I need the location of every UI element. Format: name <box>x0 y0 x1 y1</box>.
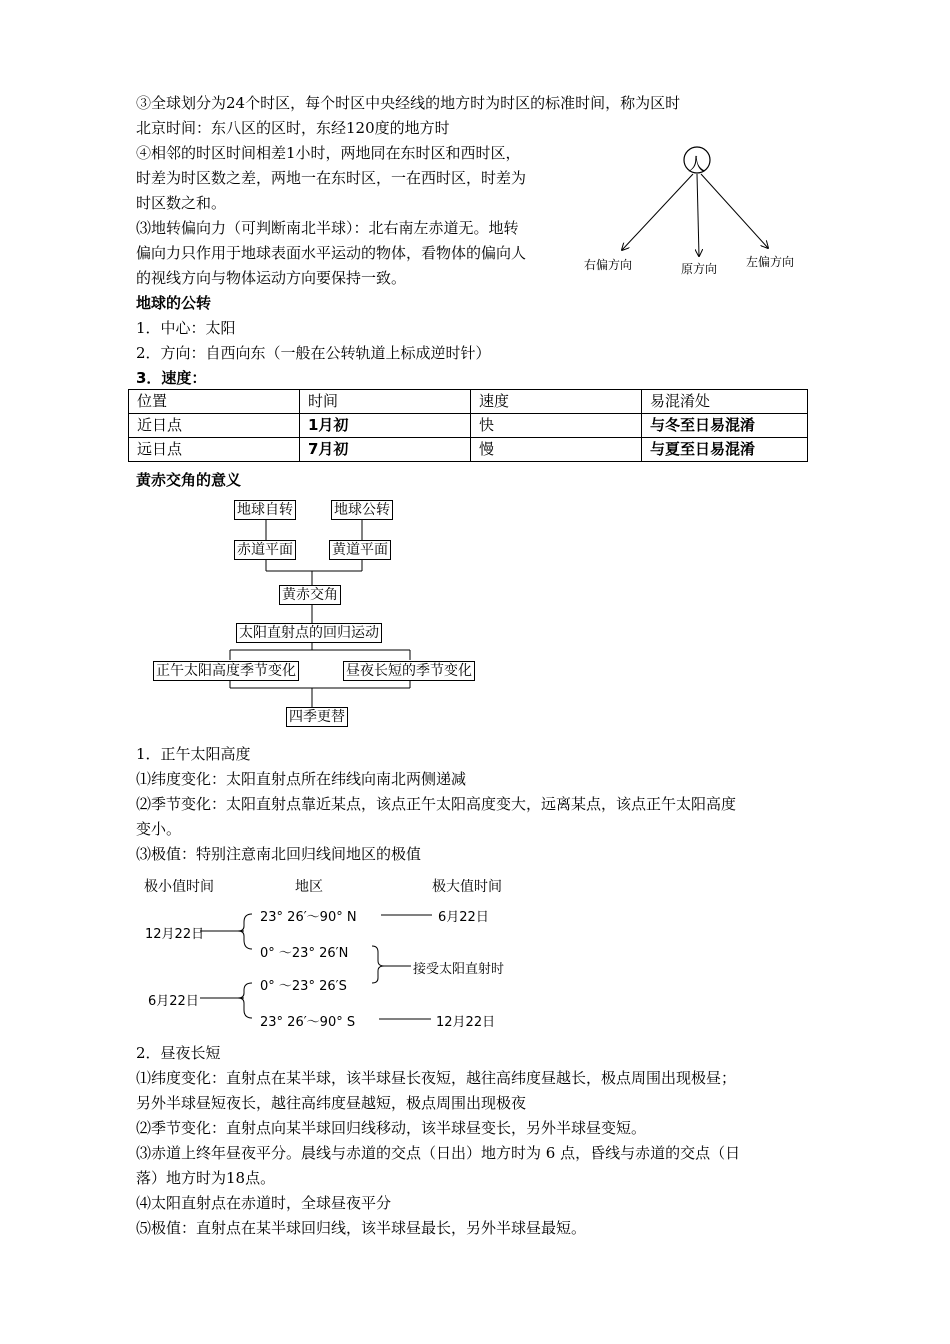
box-ecliptic-plane: 黄道平面 <box>329 540 391 560</box>
box-earth-revolution: 地球公转 <box>331 500 393 520</box>
table-header: 时间 <box>300 390 471 414</box>
table-cell: 远日点 <box>129 438 300 462</box>
table-header: 速度 <box>471 390 642 414</box>
range-2: 0° ～23° 26′N <box>260 946 349 961</box>
box-earth-rotation: 地球自转 <box>234 500 296 520</box>
revolution-speed: 3．速度： <box>136 369 207 387</box>
intro-line-5: 时区数之和。 <box>136 194 227 212</box>
day-night-p4: ⑷太阳直射点在赤道时，全球昼夜平分 <box>136 1194 392 1212</box>
table-cell: 与冬至日易混淆 <box>642 414 808 438</box>
table-cell: 7月初 <box>300 438 471 462</box>
day-night-title: 2．昼夜长短 <box>136 1044 221 1062</box>
intro-line-3: ④相邻的时区时间相差1小时，两地同在东时区和西时区， <box>136 144 521 162</box>
intro-line-8: 的视线方向与物体运动方向要保持一致。 <box>136 269 407 287</box>
date-dec-left: 12月22日 <box>145 927 205 942</box>
max-direct-sun: 接受太阳直射时 <box>413 962 505 977</box>
header-min-time: 极小值时间 <box>144 879 214 895</box>
day-night-p2: ⑵季节变化：直射点向某半球回归线移动，该半球昼变长，另外半球昼变短。 <box>136 1119 647 1137</box>
table-cell: 1月初 <box>300 414 471 438</box>
table-header: 易混淆处 <box>642 390 808 414</box>
day-night-p3b: 落）地方时为18点。 <box>136 1169 276 1187</box>
box-subsolar-migration: 太阳直射点的回归运动 <box>236 623 382 643</box>
revolution-center: 1．中心：太阳 <box>136 319 236 337</box>
day-night-p3a: ⑶赤道上终年昼夜平分。晨线与赤道的交点（日出）地方时为 6 点，昏线与赤道的交点（日 <box>136 1144 741 1162</box>
noon-sun-title: 1．正午太阳高度 <box>136 745 251 763</box>
box-seasons: 四季更替 <box>286 707 348 727</box>
right-deflection-label: 右偏方向 <box>584 258 633 272</box>
max-date-1: 6月22日 <box>438 910 489 925</box>
table-cell: 慢 <box>471 438 642 462</box>
original-direction-label: 原方向 <box>681 262 718 276</box>
intro-line-7: 偏向力只作用于地球表面水平运动的物体，看物体的偏向人 <box>136 244 527 262</box>
noon-sun-p2a: ⑵季节变化：太阳直射点靠近某点，该点正午太阳高度变大，远离某点，该点正午太阳高度 <box>136 795 737 813</box>
range-3: 0° ～23° 26′S <box>260 979 347 994</box>
revolution-heading: 地球的公转 <box>136 294 212 312</box>
table-cell: 近日点 <box>129 414 300 438</box>
intro-line-1: ③全球划分为24个时区，每个时区中央经线的地方时为时区的标准时间，称为区时 <box>136 94 681 112</box>
box-equator-plane: 赤道平面 <box>234 540 296 560</box>
box-obliquity: 黄赤交角 <box>279 585 341 605</box>
table-header: 位置 <box>129 390 300 414</box>
range-1: 23° 26′～90° N <box>260 910 357 925</box>
box-noon-sun-height: 正午太阳高度季节变化 <box>153 661 299 681</box>
table-cell: 快 <box>471 414 642 438</box>
obliquity-heading: 黄赤交角的意义 <box>136 471 242 489</box>
noon-sun-p1: ⑴纬度变化：太阳直射点所在纬线向南北两侧递减 <box>136 770 467 788</box>
date-jun-left: 6月22日 <box>148 994 199 1009</box>
revolution-direction: 2．方向：自西向东（一般在公转轨道上标成逆时针） <box>136 344 491 362</box>
noon-sun-p3: ⑶极值：特别注意南北回归线间地区的极值 <box>136 845 422 863</box>
intro-line-4: 时差为时区数之差，两地一在东时区，一在西时区，时差为 <box>136 169 527 187</box>
day-night-p1a: ⑴纬度变化：直射点在某半球，该半球昼长夜短，越往高纬度昼越长，极点周围出现极昼； <box>136 1069 737 1087</box>
day-night-p1b: 另外半球昼短夜长，越往高纬度昼越短，极点周围出现极夜 <box>136 1094 527 1112</box>
day-night-p5: ⑸极值：直射点在某半球回归线，该半球昼最长，另外半球昼最短。 <box>136 1219 587 1237</box>
table-cell: 与夏至日易混淆 <box>642 438 808 462</box>
person-label: 人 <box>688 155 705 175</box>
range-4: 23° 26′～90° S <box>260 1015 356 1030</box>
left-deflection-label: 左偏方向 <box>746 255 795 269</box>
noon-sun-p2b: 变小。 <box>136 820 182 838</box>
intro-line-2: 北京时间：东八区的区时，东经120度的地方时 <box>136 119 450 137</box>
box-day-length: 昼夜长短的季节变化 <box>343 661 475 681</box>
max-date-4: 12月22日 <box>436 1015 496 1030</box>
intro-line-6: ⑶地转偏向力（可判断南北半球）：北右南左赤道无。地转 <box>136 219 519 237</box>
header-max-time: 极大值时间 <box>432 879 502 895</box>
header-area: 地区 <box>295 879 323 895</box>
